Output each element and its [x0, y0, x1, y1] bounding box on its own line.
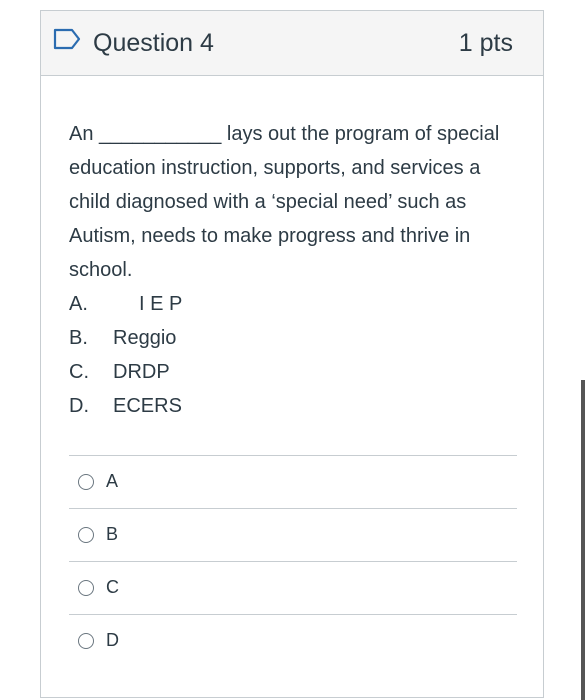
question-points: 1 pts [458, 29, 513, 57]
option-text: ECERS [113, 395, 182, 417]
answer-list [69, 455, 517, 667]
option-letter: A. [69, 293, 88, 315]
question-body [69, 117, 521, 423]
radio-button[interactable] [78, 580, 94, 596]
option-text: I E P [139, 293, 183, 315]
question-card [40, 10, 544, 698]
option-line-a [69, 287, 521, 321]
flag-bookmark-icon[interactable] [53, 28, 81, 50]
radio-button[interactable] [78, 527, 94, 543]
option-letter: B. [69, 327, 88, 349]
radio-button[interactable] [78, 633, 94, 649]
answer-choice-a[interactable] [69, 455, 517, 508]
answer-choice-d[interactable] [69, 614, 517, 667]
question-prompt: An ___________ lays out the program of special education instruction, supports, and services a child diagnosed with a ‘special need’ such as Autism, needs to make progress and thrive in school. [69, 123, 500, 281]
option-line-c [69, 355, 521, 389]
answer-label[interactable]: C [106, 577, 119, 597]
answer-choice-b[interactable] [69, 508, 517, 561]
option-line-d [69, 389, 521, 423]
answer-label[interactable]: A [106, 471, 119, 491]
question-title: Question 4 [93, 29, 214, 57]
question-header [41, 11, 543, 76]
scrollbar-thumb[interactable] [581, 380, 585, 700]
answer-label[interactable]: B [106, 524, 119, 544]
option-letter: D. [69, 395, 89, 417]
option-letter: C. [69, 361, 89, 383]
answer-choice-c[interactable] [69, 561, 517, 614]
radio-button[interactable] [78, 474, 94, 490]
option-line-b [69, 321, 521, 355]
option-text: DRDP [113, 361, 170, 383]
answer-label[interactable]: D [106, 630, 119, 650]
option-text: Reggio [113, 327, 177, 349]
